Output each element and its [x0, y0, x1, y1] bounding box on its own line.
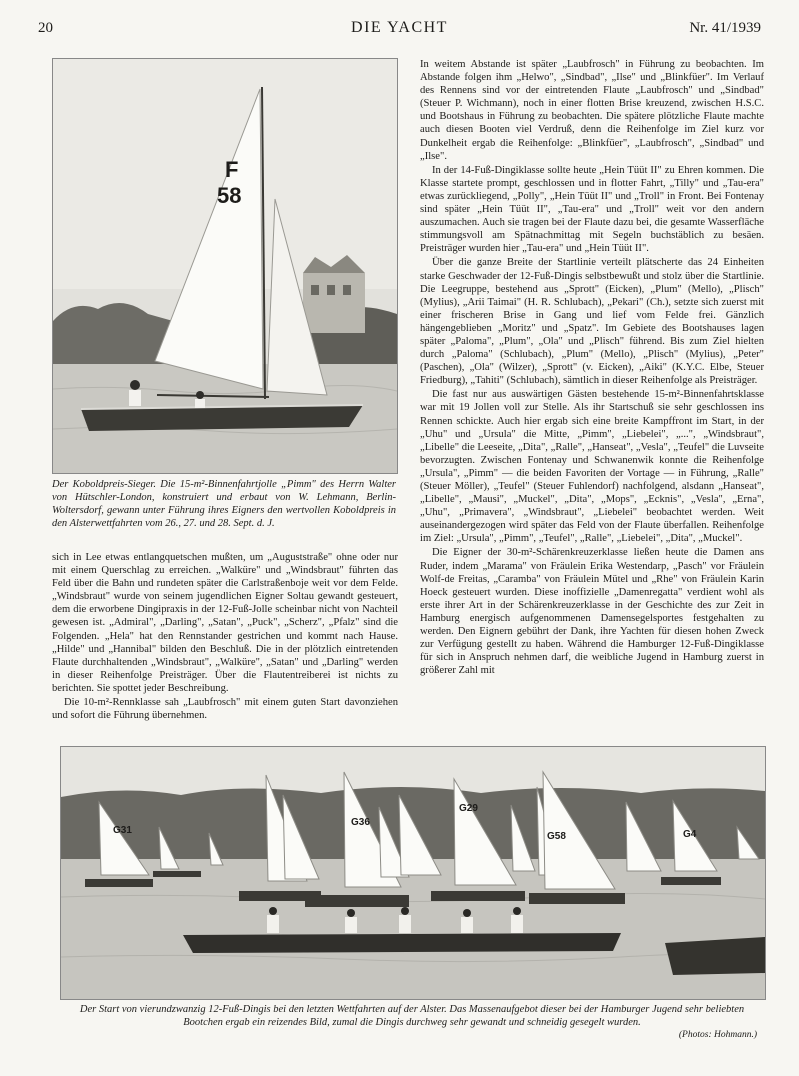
sail-number: G29: [459, 803, 478, 814]
paragraph: In weitem Abstande ist später „Laubfrosch" in Führung zu beobachten. Im Abstande folgen ihm „Helwo", „Sindbad", „Ilse" und „Blinkfüer". Im Verlauf des Rennens sind vor der eintretenden Flaute „Laubfrosch" und „Sindbad" (Steuer P. Wichmann), noch in einer flotten Brise kreuzend, zwischen H.S.C. und Bootshaus in Führung zu beobachten. Die spätere plötzliche Flaute machte auch diesen Booten viel Verdruß, denn die Reihenfolge im Ziel kurz vor Dunkelheit ergab die Reihenfolge: „Blinkfüer", „Laubfrosch", „Sindbad" und „Ilse".: [420, 59, 764, 162]
sail-letter: F: [225, 157, 239, 182]
sail-number: G4: [683, 829, 697, 840]
issue-number: Nr. 41/1939: [689, 20, 761, 36]
sail-number: 58: [217, 183, 242, 208]
page-header: [0, 0, 799, 46]
paragraph: Die fast nur aus auswärtigen Gästen bestehende 15-m²-Binnenfahrtsklasse war mit 19 Jollen voll zur Stelle. Als ihr Startschuß sie sehr geschlossen ins Rennen schickte. Auch hier ergab sich eine breite Kampffront im Start, in der „Uhu" und „Ursula" die Mitte, „Pimm", „Liebelei", „...", „Windsbraut", „Libelle" die Leeseite, „Dita", „Ralle", „Hanseat", „Vesla", „Teufel" die Luvseite bevorzugten. Zwischen Fontenay und Schwanenwik konnte die Reihenfolge „Ursula", „Pimm" — die beiden Favoriten der Vortage — in Führung, „Ralle" (Steuer Möller), „Teufel" (Steuer Fuhlendorf) nachfolgend, alsdann „Hanseat", „Libelle", „Mausi", „Muckel", „Dita", „Mops", „Ecknis", „Vesla", „Erna", „Uhu", „Primavera", „Windsbraut", „Liebelei" beobachtet werden. Weit auseinandergezogen wird später das Feld von der Flaute überfallen. Reihenfolge im Ziel: „Ursula", „Pimm", „Teufel", „Ralle", „Liebelei", „Dita", „Muckel".: [420, 389, 764, 545]
paragraph: Über die ganze Breite der Startlinie verteilt plätscherte das 24 Einheiten starke Geschwader der 12-Fuß-Dingis selbstbewußt und stolz über die Startlinie. Die Leegruppe, bestehend aus „Sprott" (Eicken), „Plum" (Mello), „Plisch" (Mylius), „Arii Taimai" (H. R. Schlubach), „Pekari" (Ch.), setzte sich zuerst mit einer frischeren Brise in Gang und lief vom Felde frei. Gänzlich hängengeblieben „Moritz" und „Spatz". Im Gebiete des Bootshauses lagen später „Paloma", „Plum", „Ola" und „Plisch" führend. Bis zum Ziel hielten durch „Paloma" (Schlubach), „Plum" (Mello), „Plisch" (Mylius), „Peter" (Paschen), „Ola" (Wilzer), „Sprott" (v. Eicken), „Aiki" (K.Y.C. Elbe, Steuer Friedburg), „Tahiti" (Schlubach), sämtlich in dieser Reihenfolge als Preisträger.: [420, 257, 764, 387]
page-number: 20: [38, 20, 53, 36]
bottom-photo-caption: Der Start von vierundzwanzig 12-Fuß-Dingis bei den letzten Wettfahrten auf der Alster. Das Massenaufgebot dieser bei der Hamburger Jugend sehr beliebten Bootchen ergab ein reizendes Bild, zumal die Dingis durchweg sehr gewandt und schneidig gesegelt wurden.: [79, 1004, 745, 1028]
magazine-title: DIE YACHT: [351, 19, 448, 36]
paragraph: sich in Lee etwas entlangquetschen mußten, um „Auguststraße" ohne oder nur mit einem Querschlag zu erreichen. „Walküre" und „Windsbraut" führten das Feld über die Bahn und rundeten später die Carlstraßenboje weit vor dem Felde. „Windsbraut" wurde von seinem jugendlichen Eigner Soltau gewandt gesteuert, dem die erworbene Dingipraxis in der 12-Fuß-Jolle scheinbar nicht von Nachteil gewesen ist. „Admiral", „Darling", „Satan", „Puck", „Scherz", „Pfalz" sind die Folgenden. „Hela" hat den Rennstander gestrichen und kommt nach Hause. „Hilde" und „Hannibal" bilden den Beschluß. Die in der plötzlich eintretenden Flaute durchhaltenden „Windsbraut", „Walküre", „Satan" und „Darling" werden in dieser Reihenfolge Preisträger. Über die Flautentreiberei ist nichts zu berichten. Sie spottet jeder Beschreibung.: [52, 552, 398, 694]
top-photo-caption: Der Koboldpreis-Sieger. Die 15-m²-Binnenfahrtjolle „Pimm" des Herrn Walter von Hütschler-London, konstruiert und erbaut von W. Lehmann, Berlin-Woltersdorf, gewann unter Führung ihres Eigners den wertvollen Koboldpreis in den Alsterwettfahrten vom 26., 27. und 28. Sept. d. J.: [52, 479, 396, 529]
right-column: [420, 58, 764, 740]
paragraph: Die Eigner der 30-m²-Schärenkreuzerklasse ließen heute die Damen ans Ruder, indem „Marama" von Fräulein Erika Westendarp, „Pasch" vor Fräulein Wolf-de Freitas, „Caramba" von Fräulein Mütel und „Rhe" von Fräulein Karin Hoeck gesteuert wurden. Diese inoffizielle „Damenregatta" verdient wohl als erste ihrer Art in der Schärenkreuzerklasse in der Geschichte des zur Zeit in Hamburg energisch aufgenommenen Damensegelsportes festgehalten zu werden. Den Eignern gebührt der Dank, ihre Yachten für diesen hohen Zweck zur Verfügung gestellt zu haben. Während die Hamburger 12-Fuß-Dingiklasse für sich in Anspruch nehmen darf, die weibliche Jugend in Hamburg zuerst in größerer Zahl mit: [420, 547, 764, 677]
paragraph: Die 10-m²-Rennklasse sah „Laubfrosch" mit einem guten Start davonziehen und sofort die Führung übernehmen.: [52, 697, 398, 722]
left-column: [52, 551, 398, 739]
photo-credit: (Photos: Hohmann.): [678, 1030, 757, 1040]
dinghy-fleet-illustration: [61, 747, 765, 999]
top-photo: [52, 58, 398, 474]
sail-number: G58: [547, 831, 566, 842]
sail-number: G36: [351, 817, 370, 828]
sail-number: G31: [113, 825, 132, 836]
bottom-photo: [60, 746, 766, 1000]
sailboat-illustration: [53, 59, 397, 473]
paragraph: In der 14-Fuß-Dingiklasse sollte heute „Hein Tüüt II" zu Ehren kommen. Die Klasse startete prompt, geschlossen und in flotter Fahrt, „Tilly" und „Tau-era" etwas zurückliegend, „Polly", „Hein Tüüt II" und „Troll" in Front. Bei Fontenay sind später „Hein Tüüt II", „Tau-era" und „Troll" weit vor den andern auszumachen. Auch sie tragen bei der Flaute dazu bei, die gesamte Wasserfläche stimmungsvoll am Spätnachmittag mit Segeln buchstäblich zu besäen. Preisträger wurden hier „Tau-era" und „Hein Tüüt II".: [420, 164, 764, 255]
